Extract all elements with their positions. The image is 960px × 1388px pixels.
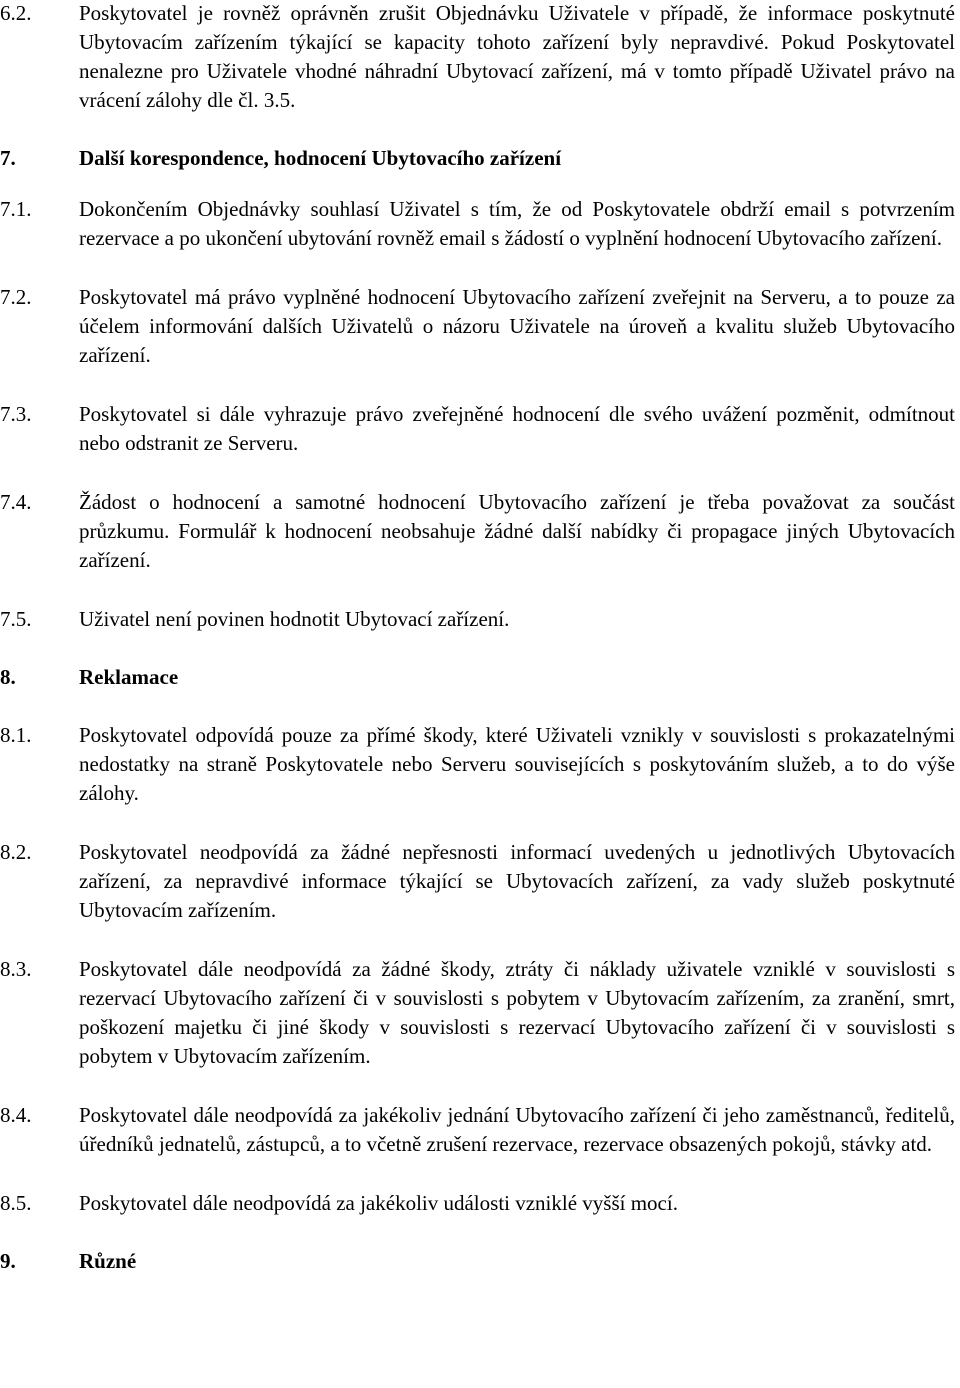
clause-8-4 <box>0 1101 955 1159</box>
clause-number: 7.1. <box>0 197 32 221</box>
clause-text: Poskytovatel si dále vyhrazuje právo zveřejněné hodnocení dle svého uvážení pozměnit, odmítnout nebo odstranit ze Serveru. <box>79 402 955 455</box>
clause-number: 8.4. <box>0 1103 32 1127</box>
section-title: Různé <box>79 1249 137 1273</box>
clause-number: 7.5. <box>0 607 32 631</box>
clause-text: Poskytovatel odpovídá pouze za přímé škody, které Uživateli vznikly v souvislosti s prokazatelnými nedostatky na straně Poskytovatele nebo Serveru souvisejících s poskytováním služeb, a to do výše zálohy. <box>79 723 955 805</box>
section-heading-8 <box>0 663 955 692</box>
section-number: 7. <box>0 146 16 170</box>
clause-text: Poskytovatel je rovněž oprávněn zrušit Objednávku Uživatele v případě, že informace poskytnuté Ubytovacím zařízením týkající se kapacity tohoto zařízení byly nepravdivé. Pokud Poskytovatel nenalezne pro Uživatele vhodné náhradní Ubytovací zařízení, má v tomto případě Uživatel právo na vrácení zálohy dle čl. 3.5. <box>79 1 955 112</box>
clause-number: 7.4. <box>0 490 32 514</box>
clause-number: 8.5. <box>0 1191 32 1215</box>
section-heading-7 <box>0 144 955 173</box>
clause-6-2 <box>0 0 955 115</box>
clause-7-3 <box>0 400 955 458</box>
clause-text: Poskytovatel dále neodpovídá za jakékoliv jednání Ubytovacího zařízení či jeho zaměstnanců, ředitelů, úředníků jednatelů, zástupců, a to včetně zrušení rezervace, rezervace obsazených pokojů, stávky atd. <box>79 1103 955 1156</box>
clause-text: Dokončením Objednávky souhlasí Uživatel s tím, že od Poskytovatele obdrží email s potvrzením rezervace a po ukončení ubytování rovněž email s žádostí o vyplnění hodnocení Ubytovacího zařízení. <box>79 197 955 250</box>
clause-text: Žádost o hodnocení a samotné hodnocení Ubytovacího zařízení je třeba považovat za součást průzkumu. Formulář k hodnocení neobsahuje žádné další nabídky či propagace jiných Ubytovacích zařízení. <box>79 490 955 572</box>
clause-7-1 <box>0 195 955 253</box>
clause-text: Poskytovatel má právo vyplněné hodnocení Ubytovacího zařízení zveřejnit na Serveru, a to pouze za účelem informování dalších Uživatelů o názoru Uživatele na úroveň a kvalitu služeb Ubytovacího zařízení. <box>79 285 955 367</box>
clause-text: Uživatel není povinen hodnotit Ubytovací zařízení. <box>79 607 510 631</box>
clause-number: 8.1. <box>0 723 32 747</box>
clause-8-5 <box>0 1189 955 1218</box>
clause-number: 8.3. <box>0 957 32 981</box>
clause-8-3 <box>0 955 955 1071</box>
clause-number: 8.2. <box>0 840 32 864</box>
clause-7-5 <box>0 605 955 634</box>
clause-8-1 <box>0 721 955 808</box>
clause-number: 7.3. <box>0 402 32 426</box>
section-title: Další korespondence, hodnocení Ubytovacího zařízení <box>79 146 562 170</box>
section-heading-9 <box>0 1247 955 1276</box>
clause-text: Poskytovatel neodpovídá za žádné nepřesnosti informací uvedených u jednotlivých Ubytovacích zařízení, za nepravdivé informace týkající se Ubytovacích zařízení, za vady služeb poskytnuté Ubytovacím zařízením. <box>79 840 955 922</box>
clause-7-2 <box>0 283 955 370</box>
section-title: Reklamace <box>79 665 179 689</box>
clause-text: Poskytovatel dále neodpovídá za žádné škody, ztráty či náklady uživatele vzniklé v souvislosti s rezervací Ubytovacího zařízení či v souvislosti s pobytem v Ubytovacím zařízením, za zranění, smrt, poškození majetku či jiné škody v souvislosti s rezervací Ubytovacího zařízení či v souvislosti s pobytem v Ubytovacím zařízením. <box>79 957 955 1068</box>
clause-7-4 <box>0 488 955 575</box>
clause-text: Poskytovatel dále neodpovídá za jakékoliv události vzniklé vyšší mocí. <box>79 1191 678 1215</box>
section-number: 8. <box>0 665 16 689</box>
clause-number: 6.2. <box>0 1 32 25</box>
section-number: 9. <box>0 1249 16 1273</box>
clause-8-2 <box>0 838 955 925</box>
clause-number: 7.2. <box>0 285 32 309</box>
